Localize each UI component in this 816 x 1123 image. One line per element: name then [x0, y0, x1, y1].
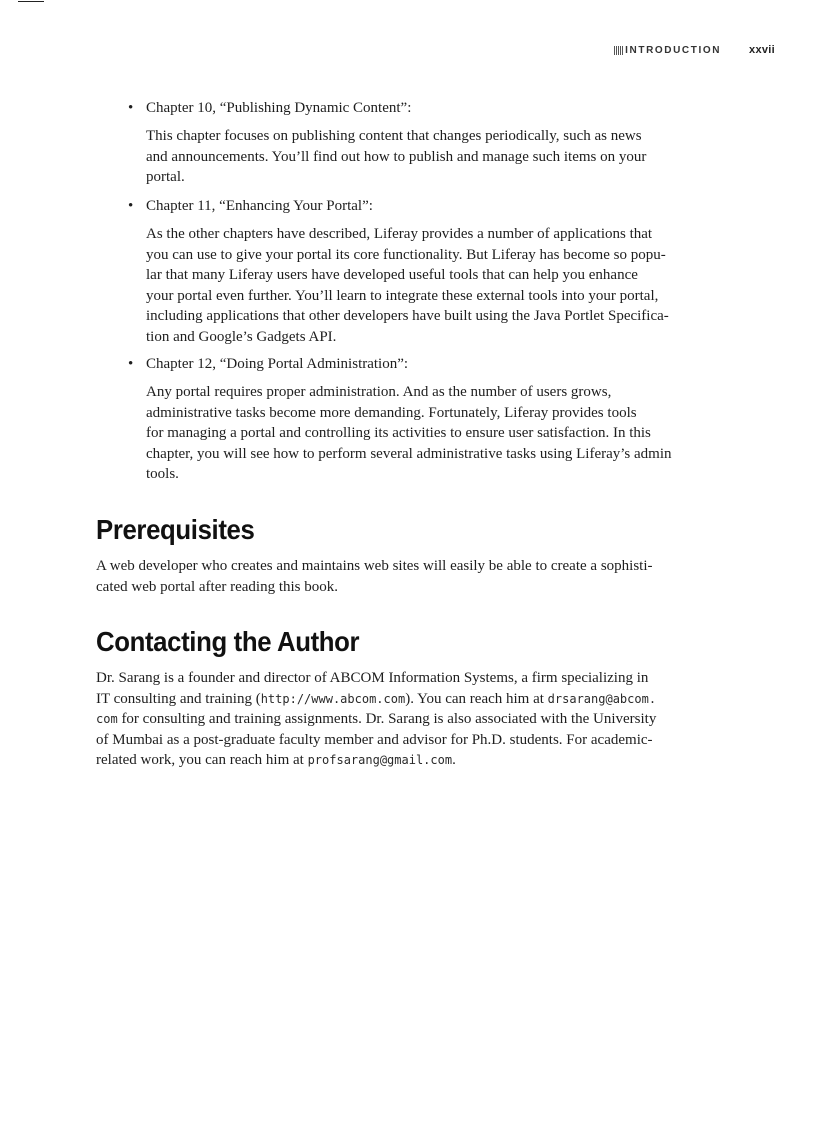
running-head [614, 43, 775, 57]
section-heading-prerequisites: Prerequisites [96, 514, 255, 545]
prerequisites-text [96, 556, 726, 597]
text-line: portal. [146, 169, 185, 185]
text-line: lar that many Liferay users have developed useful tools that can help you enhance [146, 267, 638, 283]
text-line: tion and Google’s Gadgets API. [146, 328, 337, 345]
text-line: your portal even further. You’ll learn to integrate these external tools into your portal, [146, 287, 659, 304]
academic-email-link[interactable]: profsarang@gmail.com [307, 753, 453, 767]
section-heading-contact: Contacting the Author [96, 626, 360, 657]
bullet-icon: • [128, 356, 134, 372]
text-line [96, 689, 726, 710]
text-line: As the other chapters have described, Liferay provides a number of applications that [146, 226, 653, 242]
text-line: for managing a portal and controlling its activities to ensure user satisfaction. In this [146, 425, 651, 441]
contact-text [96, 668, 726, 771]
text-segment: . [452, 752, 456, 768]
text-line: including applications that other developers have built using the Java Portlet Specifica- [146, 308, 669, 324]
text-line: administrative tasks become more demanding. Fortunately, Liferay provides tools [146, 404, 637, 421]
text-segment: IT consulting and training ( [96, 690, 261, 707]
text-line: Dr. Sarang is a founder and director of ABCOM Information Systems, a firm specializing in [96, 670, 649, 686]
email-link-continued[interactable]: com [96, 712, 118, 726]
text-line: A web developer who creates and maintains web sites will easily be able to create a sophisti- [96, 558, 653, 574]
section-marker-icon [614, 46, 623, 55]
chapter-description [146, 126, 722, 188]
text-line: Any portal requires proper administration. And as the number of users grows, [146, 384, 612, 400]
text-line: tools. [146, 466, 179, 482]
crop-mark [18, 1, 44, 2]
chapter-title: Chapter 11, “Enhancing Your Portal”: [146, 198, 373, 214]
bullet-icon: • [128, 198, 134, 214]
page-number: xxvii [749, 44, 775, 56]
running-head-section: INTRODUCTION [625, 44, 722, 56]
text-line: chapter, you will see how to perform several administrative tasks using Liferay’s admin [146, 445, 672, 462]
text-line: you can use to give your portal its core functionality. But Liferay has become so popu- [146, 246, 666, 263]
text-line: and announcements. You’ll find out how to publish and manage such items on your [146, 148, 647, 165]
text-segment: for consulting and training assignments. Dr. Sarang is also associated with the University [117, 711, 657, 727]
text-line: This chapter focuses on publishing content that changes periodically, such as news [146, 128, 642, 144]
email-link[interactable]: drsarang@abcom. [547, 691, 657, 706]
chapter-description [146, 382, 722, 485]
text-segment: related work, you can reach him at [96, 752, 308, 768]
chapter-description [146, 224, 722, 347]
text-line [96, 709, 726, 730]
chapter-title: Chapter 10, “Publishing Dynamic Content”: [146, 100, 412, 116]
website-link[interactable]: http://www.abcom.com [260, 691, 406, 706]
text-line: cated web portal after reading this book. [96, 578, 338, 595]
chapter-title: Chapter 12, “Doing Portal Administration”: [146, 356, 409, 372]
bullet-icon: • [128, 100, 134, 116]
text-line [96, 750, 726, 771]
text-line: of Mumbai as a post-graduate faculty member and advisor for Ph.D. students. For academic- [96, 731, 653, 748]
text-segment: ). You can reach him at [405, 690, 548, 707]
